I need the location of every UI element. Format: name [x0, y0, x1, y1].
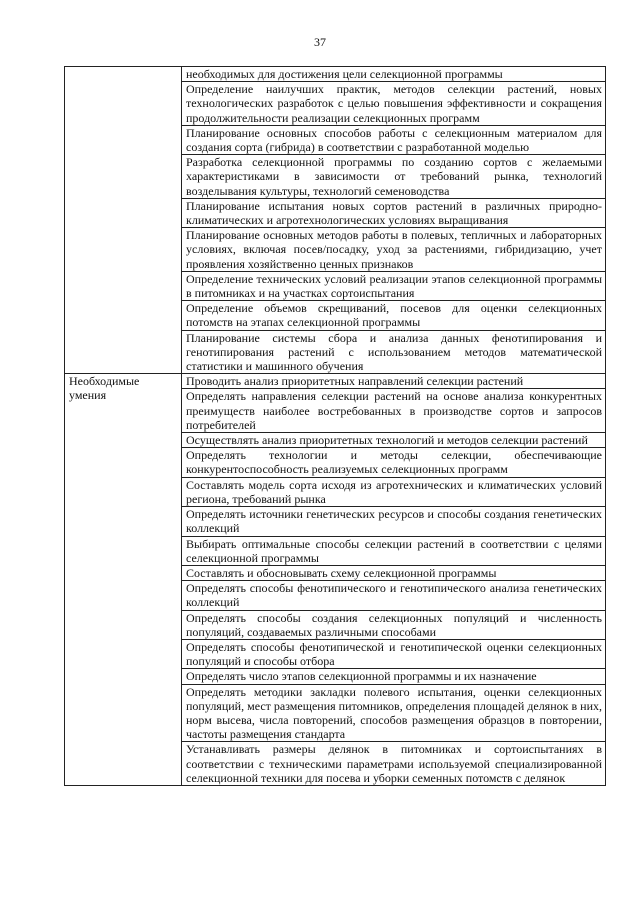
knowledge-item: Разработка селекционной программы по созданию сортов с желаемыми характеристиками в зависимости от требований рынка, технологий возделывания культуры, технологий семеноводства	[182, 155, 606, 199]
knowledge-item: Определение технических условий реализации этапов селекционной программы в питомниках и на участках сортоиспытания	[182, 271, 606, 300]
skill-item: Выбирать оптимальные способы селекции растений в соответствии с целями селекционной программы	[182, 536, 606, 565]
skill-item: Определять способы создания селекционных популяций и численность популяций, создаваемых различными способами	[182, 610, 606, 639]
knowledge-item: Определение наилучших практик, методов селекции растений, новых технологических разработок с целью повышения эффективности и сокращения продолжительности реализации селекционных программ	[182, 82, 606, 126]
skill-item: Осуществлять анализ приоритетных технологий и методов селекции растений	[182, 433, 606, 448]
section-label-knowledge	[65, 67, 182, 374]
skill-item: Определять способы фенотипической и генотипической оценки селекционных популяций и способы отбора	[182, 639, 606, 668]
skill-item: Определять методики закладки полевого испытания, оценки селекционных популяций, мест размещения питомников, определения площадей делянок в них, норм высева, числа повторений, способов размещения образцов в повторении, частоты размещения стандарта	[182, 684, 606, 742]
knowledge-item: Планирование системы сбора и анализа данных фенотипирования и генотипирования растений с использованием методов математической статистики и машинного обучения	[182, 330, 606, 374]
knowledge-item: Планирование основных способов работы с селекционным материалом для создания сорта (гибрида) в соответствии с разработанной моделью	[182, 125, 606, 154]
skill-item: Определять технологии и методы селекции, обеспечивающие конкурентоспособность реализуемых селекционных программ	[182, 448, 606, 477]
skill-item: Определять направления селекции растений на основе анализа конкурентных преимуществ наиболее востребованных в производстве сортов и запросов потребителей	[182, 389, 606, 433]
skill-item: Определять число этапов селекционной программы и их назначение	[182, 669, 606, 684]
skill-item: Проводить анализ приоритетных направлений селекции растений	[182, 374, 606, 389]
skill-item: Составлять модель сорта исходя из агротехнических и климатических условий региона, требований рынка	[182, 477, 606, 506]
skill-item: Составлять и обосновывать схему селекционной программы	[182, 565, 606, 580]
requirements-table	[64, 66, 606, 786]
knowledge-item: Планирование испытания новых сортов растений в различных природно-климатических и агротехнологических условиях выращивания	[182, 198, 606, 227]
knowledge-item: Планирование основных методов работы в полевых, тепличных и лабораторных условиях, включая посев/посадку, уход за растениями, гибридизацию, учет проявления хозяйственно ценных признаков	[182, 228, 606, 272]
table-row	[65, 67, 606, 82]
skill-item: Устанавливать размеры делянок в питомниках и сортоиспытаниях в соответствии с техническими параметрами используемой специализированной селекционной техники для посева и уборки семенных потомств с делянок	[182, 742, 606, 786]
skill-item: Определять способы фенотипического и генотипического анализа генетических коллекций	[182, 581, 606, 610]
skill-item: Определять источники генетических ресурсов и способы создания генетических коллекций	[182, 507, 606, 536]
section-label-skills: Необходимые умения	[65, 374, 182, 786]
knowledge-item: Определение объемов скрещиваний, посевов для оценки селекционных потомств на этапах селекционной программы	[182, 301, 606, 330]
knowledge-item: необходимых для достижения цели селекционной программы	[182, 67, 606, 82]
table-row	[65, 374, 606, 389]
page-number: 37	[314, 35, 326, 49]
